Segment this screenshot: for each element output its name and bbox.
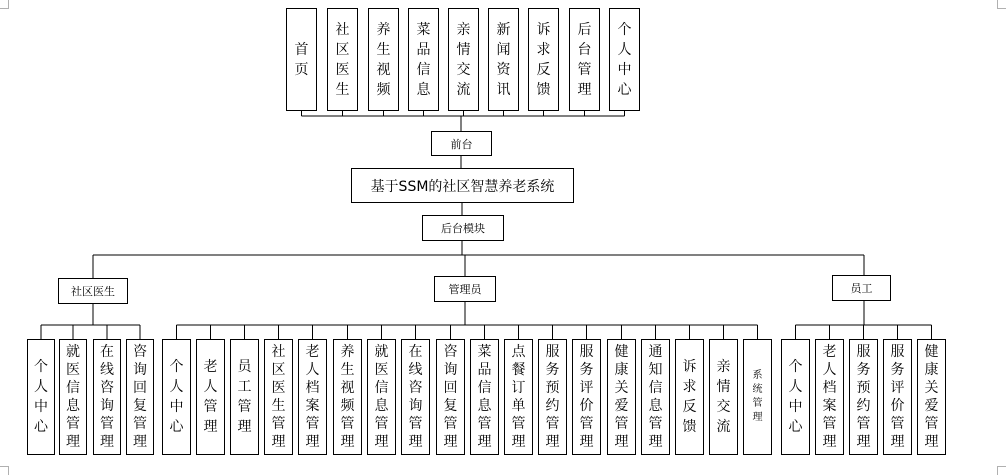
group-1-item-3: 在 线 咨 询 管 理 <box>93 339 121 455</box>
group-1-item-4: 咨 询 回 复 管 理 <box>126 339 154 455</box>
frontend-item-7: 诉 求 反 馈 <box>528 8 559 111</box>
group-2-item-14: 健 康 关 爱 管 理 <box>607 339 636 455</box>
group-2-item-10: 菜 品 信 息 管 理 <box>470 339 499 455</box>
group-3-item-4: 服 务 评 价 管 理 <box>883 339 912 455</box>
frontend-item-4: 菜 品 信 息 <box>408 8 439 111</box>
group-2-item-12: 服 务 预 约 管 理 <box>538 339 567 455</box>
system-title-node: 基于SSM的社区智慧养老系统 <box>351 168 574 203</box>
frontend-item-6: 新 闻 资 讯 <box>488 8 519 111</box>
frontend-item-2: 社 区 医 生 <box>327 8 358 111</box>
group-2-item-17: 亲 情 交 流 <box>709 339 738 455</box>
group-2-item-9: 咨 询 回 复 管 理 <box>436 339 465 455</box>
group-2-item-4: 社 区 医 生 管 理 <box>264 339 293 455</box>
group-2-item-2: 老 人 管 理 <box>196 339 225 455</box>
group-2-item-6: 养 生 视 频 管 理 <box>333 339 362 455</box>
crop-mark <box>0 0 9 9</box>
frontend-item-5: 亲 情 交 流 <box>448 8 479 111</box>
frontend-item-8: 后 台 管 理 <box>569 8 600 111</box>
group-2-item-3: 员 工 管 理 <box>230 339 259 455</box>
group-1-item-2: 就 医 信 息 管 理 <box>59 339 87 455</box>
group-2-item-18: 系 统 管 理 <box>743 339 772 455</box>
group-2-item-16: 诉 求 反 馈 <box>675 339 704 455</box>
backend-node: 后台模块 <box>422 215 504 241</box>
group-node-staff: 员工 <box>832 275 891 301</box>
group-1-item-1: 个 人 中 心 <box>27 339 55 455</box>
frontend-item-3: 养 生 视 频 <box>368 8 399 111</box>
group-2-item-8: 在 线 咨 询 管 理 <box>401 339 430 455</box>
frontend-item-1: 首 页 <box>286 8 317 111</box>
group-2-item-5: 老 人 档 案 管 理 <box>298 339 327 455</box>
group-3-item-1: 个 人 中 心 <box>781 339 810 455</box>
group-2-item-7: 就 医 信 息 管 理 <box>367 339 396 455</box>
group-2-item-15: 通 知 信 息 管 理 <box>641 339 670 455</box>
group-2-item-1: 个 人 中 心 <box>162 339 191 455</box>
group-node-admin: 管理员 <box>434 276 496 302</box>
frontend-item-9: 个 人 中 心 <box>609 8 640 111</box>
group-3-item-2: 老 人 档 案 管 理 <box>815 339 844 455</box>
group-3-item-3: 服 务 预 约 管 理 <box>849 339 878 455</box>
group-2-item-13: 服 务 评 价 管 理 <box>572 339 601 455</box>
crop-mark <box>997 0 1006 9</box>
group-3-item-5: 健 康 关 爱 管 理 <box>917 339 946 455</box>
crop-mark <box>997 466 1006 475</box>
crop-mark <box>0 466 9 475</box>
frontend-node: 前台 <box>431 131 492 156</box>
group-node-doctor: 社区医生 <box>58 278 128 304</box>
group-2-item-11: 点 餐 订 单 管 理 <box>504 339 533 455</box>
